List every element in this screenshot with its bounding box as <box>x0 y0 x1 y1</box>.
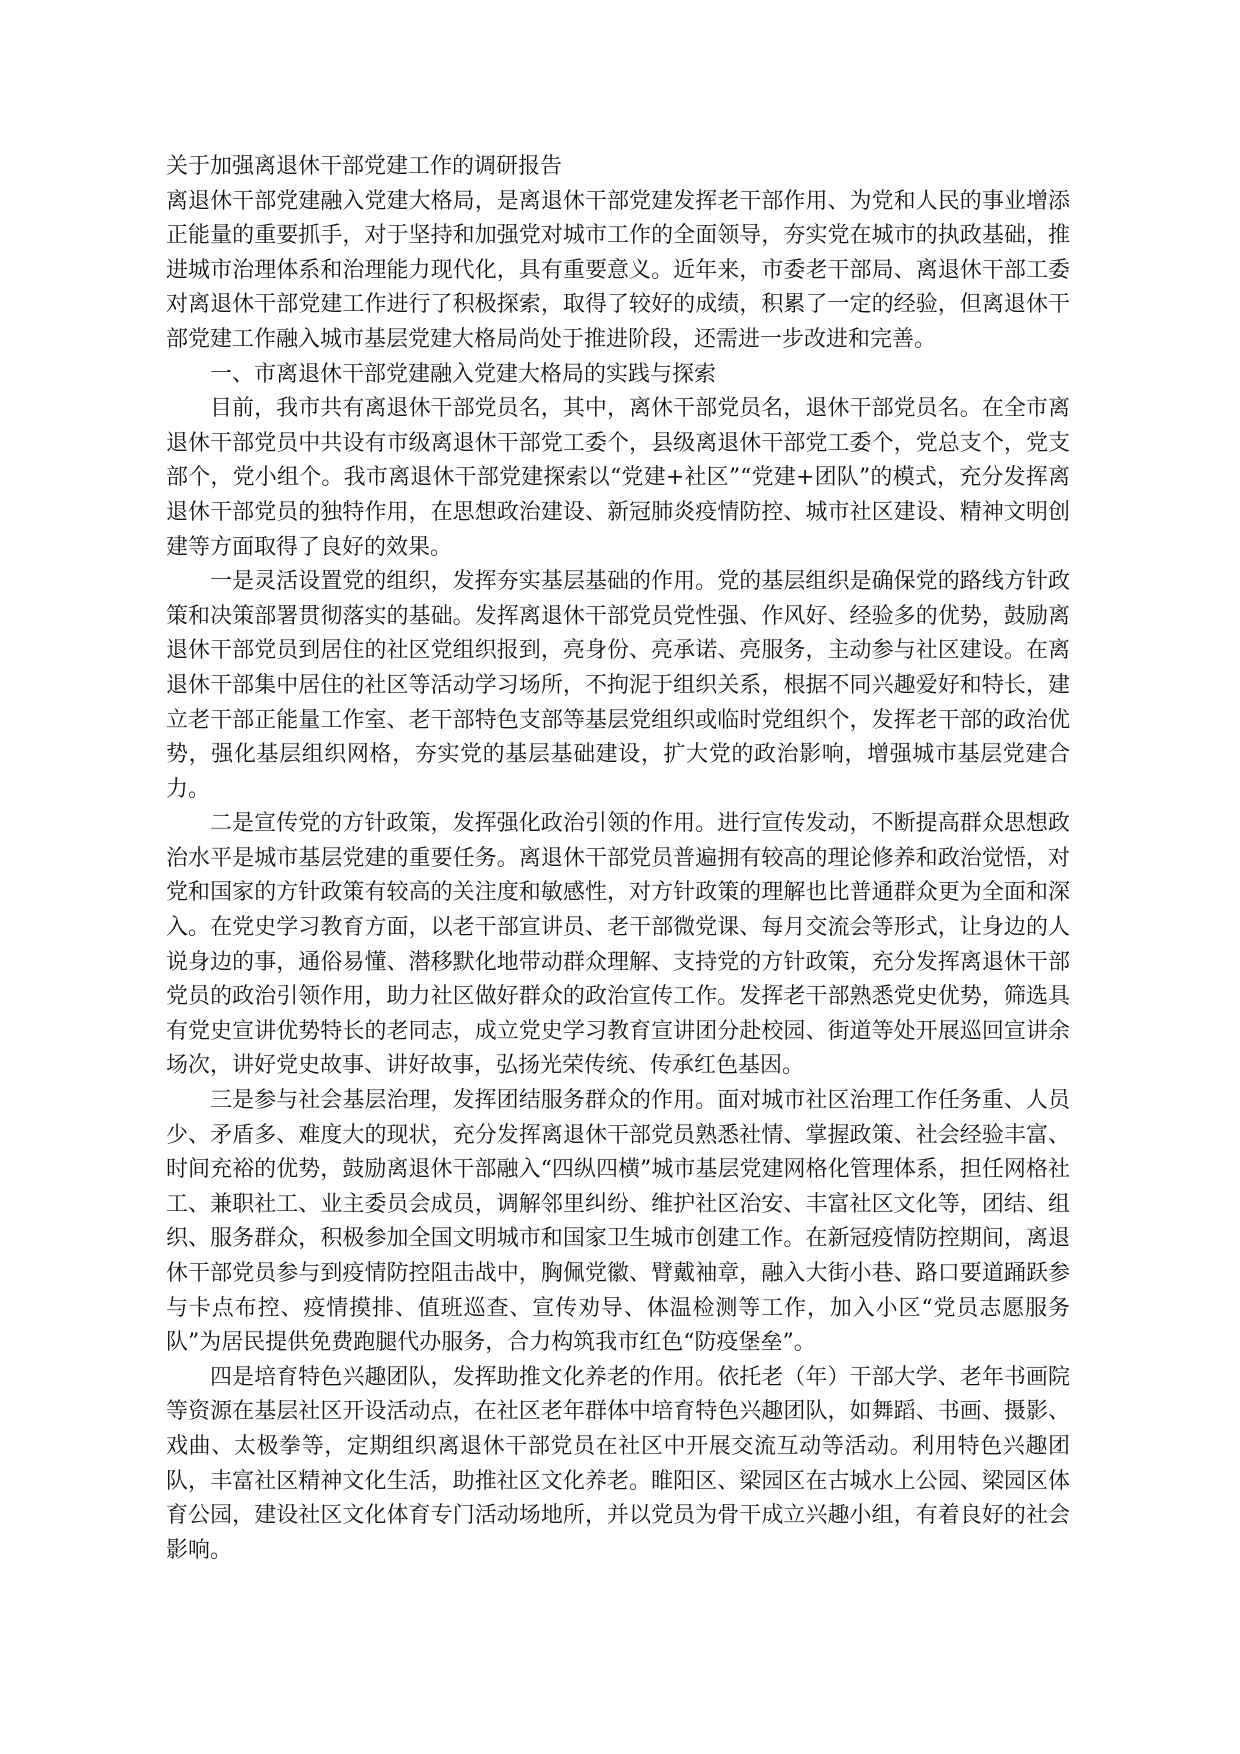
body-paragraph: 二是宣传党的方针政策，发挥强化政治引领的作用。进行宣传发动，不断提高群众思想政治水平是城市基层党建的重要任务。离退休干部党员普遍拥有较高的理论修养和政治觉悟，对党和国家的方针政策有较高的关注度和敏感性，对方针政策的理解也比普通群众更为全面和深入。在党史学习教育方面，以老干部宣讲员、老干部微党课、每月交流会等形式，让身边的人说身边的事，通俗易懂、潜移默化地带动群众理解、支持党的方针政策，充分发挥离退休干部党员的政治引领作用，助力社区做好群众的政治宣传工作。发挥老干部熟悉党史优势，筛选具有党史宣讲优势特长的老同志，成立党史学习教育宣讲团分赴校园、街道等处开展巡回宣讲余场次，讲好党史故事、讲好故事，弘扬光荣传统、传承红色基因。 <box>166 811 1070 1079</box>
body-paragraph: 一是灵活设置党的组织，发挥夯实基层基础的作用。党的基层组织是确保党的路线方针政策和决策部署贯彻落实的基础。发挥离退休干部党员党性强、作风好、经验多的优势，鼓励离退休干部党员到居住的社区党组织报到，亮身份、亮承诺、亮服务，主动参与社区建设。在离退休干部集中居住的社区等活动学习场所，不拘泥于组织关系，根据不同兴趣爱好和特长，建立老干部正能量工作室、老干部特色支部等基层党组织或临时党组织个，发挥老干部的政治优势，强化基层组织网格，夯实党的基层基础建设，扩大党的政治影响，增强城市基层党建合力。 <box>166 569 1070 802</box>
body-paragraph: 三是参与社会基层治理，发挥团结服务群众的作用。面对城市社区治理工作任务重、人员少、矛盾多、难度大的现状，充分发挥离退休干部党员熟悉社情、掌握政策、社会经验丰富、时间充裕的优势，鼓励离退休干部融入“四纵四横”城市基层党建网格化管理体系，担任网格社工、兼职社工、业主委员会成员，调解邻里纠纷、维护社区治安、丰富社区文化等，团结、组织、服务群众，积极参加全国文明城市和国家卫生城市创建工作。在新冠疫情防控期间，离退休干部党员参与到疫情防控阻击战中，胸佩党徽、臂戴袖章，融入大街小巷、路口要道踊跃参与卡点布控、疫情摸排、值班巡查、宣传劝导、体温检测等工作，加入小区“党员志愿服务队”为居民提供免费跑腿代办服务，合力构筑我市红色“防疫堡垒”。 <box>166 1088 1071 1356</box>
intro-paragraph: 离退休干部党建融入党建大格局，是离退休干部党建发挥老干部作用、为党和人民的事业增添正能量的重要抓手，对于坚持和加强党对城市工作的全面领导，夯实党在城市的执政基础，推进城市治理体系和治理能力现代化，具有重要意义。近年来，市委老干部局、离退休干部工委对离退休干部党建工作进行了积极探索，取得了较好的成绩，积累了一定的经验，但离退休干部党建工作融入城市基层党建大格局尚处于推进阶段，还需进一步改进和完善。 <box>166 188 1070 352</box>
document-page <box>166 150 1070 1568</box>
section-heading: 一、市离退休干部党建融入党建大格局的实践与探索 <box>210 361 717 387</box>
body-paragraph: 目前，我市共有离退休干部党员名，其中，离休干部党员名，退休干部党员名。在全市离退休干部党员中共设有市级离退休干部党工委个，县级离退休干部党工委个，党总支个，党支部个，党小组个。我市离退休干部党建探索以“党建+社区”“党建+团队”的模式，充分发挥离退休干部党员的独特作用，在思想政治建设、新冠肺炎疫情防控、城市社区建设、精神文明创建等方面取得了良好的效果。 <box>166 396 1070 560</box>
body-paragraph: 四是培育特色兴趣团队，发挥助推文化养老的作用。依托老（年）干部大学、老年书画院等资源在基层社区开设活动点，在社区老年群体中培育特色兴趣团队，如舞蹈、书画、摄影、戏曲、太极拳等，定期组织离退休干部党员在社区中开展交流互动等活动。利用特色兴趣团队，丰富社区精神文化生活，助推社区文化养老。睢阳区、梁园区在古城水上公园、梁园区体育公园，建设社区文化体育专门活动场地所，并以党员为骨干成立兴趣小组，有着良好的社会影响。 <box>166 1364 1070 1563</box>
document-title: 关于加强离退休干部党建工作的调研报告 <box>166 154 563 179</box>
